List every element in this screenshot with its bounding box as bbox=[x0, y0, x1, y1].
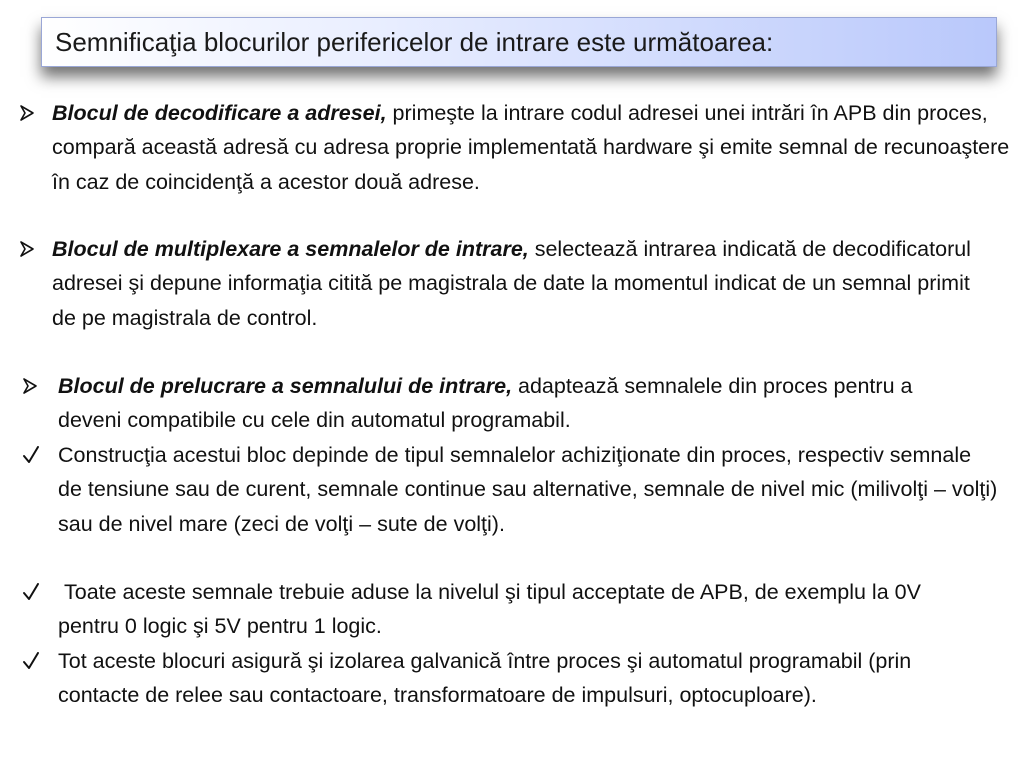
arrow-bullet-icon bbox=[21, 369, 45, 403]
checkmark-icon bbox=[21, 575, 45, 609]
check-text: Tot aceste blocuri asigură şi izolarea galvanică între proces şi automatul programabil (prin contacte de relee sau contactoare, transformatoare de impulsuri, optocuploare). bbox=[58, 649, 912, 708]
slide-title: Semnificaţia blocurilor perifericelor de intrare este următoarea: bbox=[55, 27, 774, 57]
bullet-body: adaptează semnalele din proces pentru a deveni compatibile cu cele din automatul programabil. bbox=[58, 374, 913, 433]
check-text: Toate aceste semnale trebuie aduse la nivelul şi tipul acceptate de APB, de exemplu la 0V pentru 0 logic şi 5V pentru 1 logic. bbox=[58, 580, 927, 639]
arrow-bullet-icon bbox=[18, 232, 42, 266]
bullet-text bbox=[52, 96, 1022, 199]
bullet-heading: Blocul de prelucrare a semnalului de intrare, bbox=[58, 374, 513, 398]
bullet-body: primeşte la intrare codul adresei unei intrări în APB din proces, compară această adresă cu adresa proprie implementată hardware şi emite semnal de recunoaştere în caz de coincidenţă a acestor două adrese. bbox=[52, 101, 1010, 194]
bullet-text bbox=[58, 369, 978, 438]
bullet-text bbox=[52, 232, 992, 335]
bullet-heading: Blocul de multiplexare a semnalelor de intrare, bbox=[52, 237, 529, 261]
check-text: Construcţia acestui bloc depinde de tipul semnalelor achiziţionate din proces, respectiv semnale de tensiune sau de curent, semnale continue sau alternative, semnale de nivel mic (milivolţi – volţi) sau de nivel mare (zeci de volţi – sute de volţi). bbox=[58, 443, 998, 536]
bullet-heading: Blocul de decodificare a adresei, bbox=[52, 101, 387, 125]
checkmark-icon bbox=[21, 644, 45, 678]
checkmark-icon bbox=[21, 438, 45, 472]
arrow-bullet-icon bbox=[18, 96, 42, 130]
bullet-body: selectează intrarea indicată de decodificatorul adresei şi depune informaţia citită pe magistrala de date la momentul indicat de un semnal primit de pe magistrala de control. bbox=[52, 237, 971, 330]
